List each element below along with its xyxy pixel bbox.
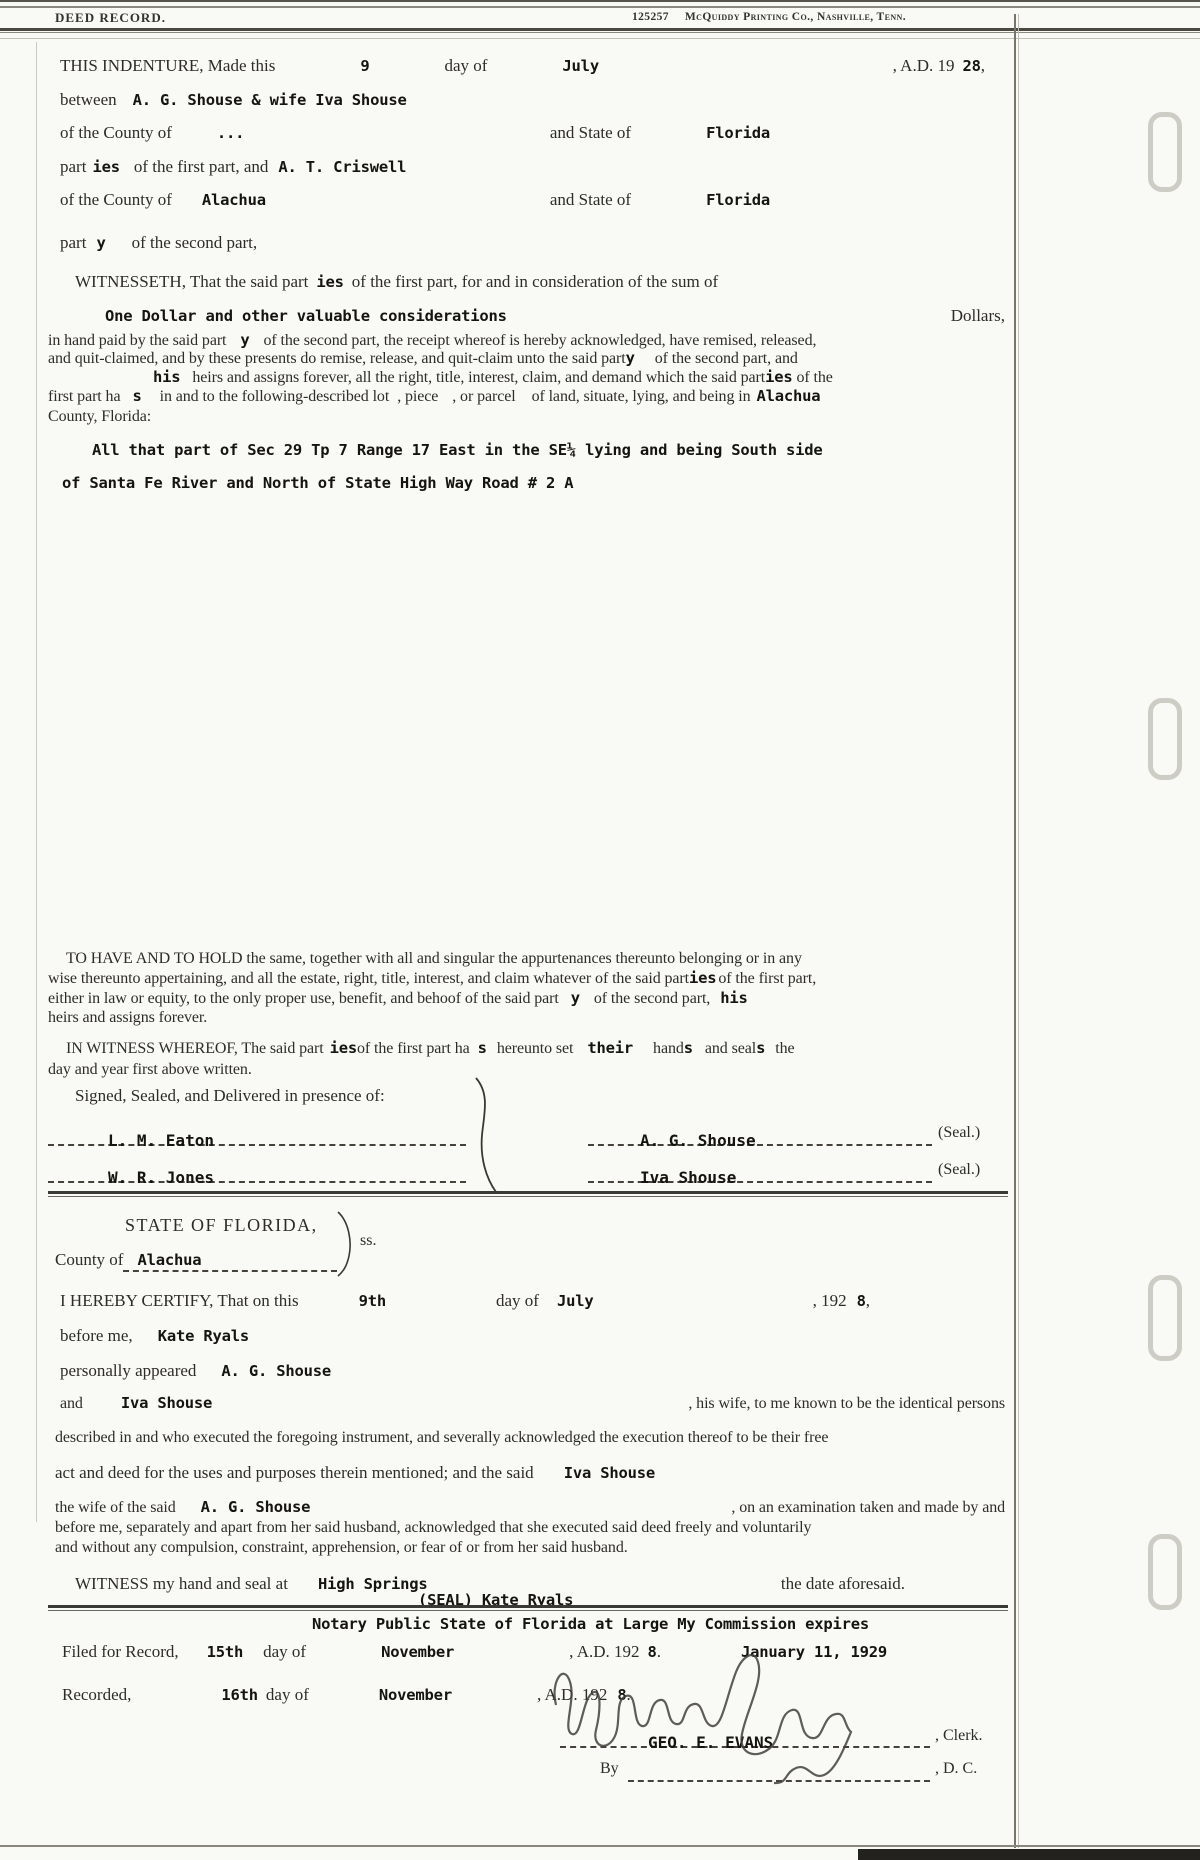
printed-text: either in law or equity, to the only proper use, benefit, and behoof of the said part — [48, 990, 559, 1007]
printed-text: part — [60, 157, 87, 176]
printed-text: . — [656, 1642, 661, 1661]
witnesseth-line — [75, 271, 718, 292]
printed-text: and — [60, 1395, 83, 1412]
clerk-name: GEO. E. EVANS — [648, 1733, 774, 1752]
acknowledged-line — [55, 1427, 828, 1448]
typed-entry: y — [240, 331, 250, 349]
printed-text: , his wife, to me known to be the identical persons — [688, 1395, 1005, 1412]
printed-text: , on an examination taken and made by and — [731, 1499, 1005, 1516]
printed-text: day of — [263, 1642, 307, 1661]
section-divider-rule — [48, 1605, 1008, 1612]
witness-signature-line — [48, 1116, 466, 1150]
typed-entry: November — [381, 1643, 455, 1661]
county-name-blank — [123, 1250, 337, 1272]
printed-text: , or parcel — [452, 388, 516, 405]
typed-entry: y — [96, 234, 106, 252]
printed-text: day and year first above written. — [48, 1061, 252, 1078]
printed-text: IN WITNESS WHEREOF, The said part — [66, 1040, 324, 1057]
typed-entry: 9 — [360, 57, 370, 75]
typed-entry: ies — [92, 158, 120, 176]
printed-text: part — [60, 233, 87, 252]
printed-text: and State of — [549, 123, 632, 142]
clerk-label: , Clerk. — [935, 1727, 983, 1744]
printer-number: 125257 — [632, 11, 669, 23]
printed-text: . — [626, 1685, 631, 1704]
printed-text: between — [60, 90, 117, 109]
typed-entry: s — [477, 1039, 487, 1057]
printed-text: and seal — [704, 1040, 757, 1057]
seal-label: (Seal.) — [938, 1161, 981, 1178]
by-label: By — [600, 1760, 619, 1777]
typed-entry: y — [625, 349, 635, 367]
printed-text: personally appeared — [60, 1361, 197, 1380]
typed-entry: ies — [316, 273, 344, 291]
granting-paragraph-line — [48, 386, 1005, 407]
typed-entry: his — [720, 989, 748, 1007]
typed-entry: Alachua — [201, 191, 266, 209]
printed-text: , — [980, 56, 985, 75]
bottom-rule — [0, 1845, 1200, 1847]
printed-text: of the County of — [60, 190, 172, 209]
printed-text: wise thereunto appertaining, and all the estate, right, title, interest, and claim whatever of the said part — [48, 970, 689, 987]
typed-entry: 28 — [962, 57, 981, 75]
indenture-date-line — [60, 55, 985, 76]
ss-label: ss. — [360, 1232, 377, 1249]
typed-entry: A. G. Shouse — [200, 1498, 311, 1516]
printed-text: County, Florida: — [48, 408, 152, 425]
printed-text: heirs and assigns forever, all the right, title, interest, claim, and demand which the said part — [192, 369, 766, 386]
typed-entry: 16th — [221, 1686, 258, 1704]
bottom-dark-band — [858, 1849, 1200, 1860]
typed-entry: November — [378, 1686, 452, 1704]
county-of-line — [55, 1249, 337, 1272]
printed-text: day of — [444, 56, 488, 75]
printed-text: of the first part, and — [133, 157, 269, 176]
typed-entry: July — [562, 57, 599, 75]
act-deed-line — [55, 1462, 655, 1483]
typed-entry: A. G. Shouse — [221, 1362, 332, 1380]
typed-entry: ies — [688, 969, 717, 987]
printed-text: before me, separately and apart from her said husband, acknowledged that she executed said deed freely and voluntarily — [55, 1519, 812, 1536]
margin-vertical-rule — [1014, 14, 1016, 1848]
witness-signature: L. M. Eaton — [108, 1131, 214, 1150]
page-title: DEED RECORD. — [55, 10, 166, 25]
witness-brace — [470, 1078, 498, 1192]
top-rule-5 — [0, 38, 1200, 39]
printed-text: the date aforesaid. — [780, 1574, 905, 1593]
printed-text: Dollars, — [950, 306, 1005, 325]
printed-text: day of — [495, 1291, 539, 1310]
compulsion-line — [55, 1537, 628, 1558]
typed-entry: ies — [765, 368, 793, 386]
printed-text: and quit-claimed, and by these presents do remise, release, and quit-claim unto the said part — [48, 350, 626, 367]
printed-text: the — [775, 1040, 795, 1057]
printed-text: in and to the following-described lot — [159, 388, 390, 405]
printed-text: first part ha — [48, 388, 121, 405]
top-rule-2 — [0, 6, 1200, 8]
binding-hole — [1148, 1275, 1182, 1361]
printed-text: , A.D. 192 — [569, 1642, 640, 1661]
printed-text: , A.D. 192 — [536, 1685, 608, 1704]
grantor-signature: A. G. Shouse — [640, 1131, 756, 1150]
binding-hole — [1148, 1534, 1182, 1610]
recorded-line — [62, 1684, 631, 1705]
grantor-signature-line — [588, 1116, 932, 1150]
printed-text: , piece — [397, 388, 439, 405]
typed-entry: y — [570, 989, 580, 1007]
printed-text: in hand paid by the said part — [48, 332, 227, 349]
printed-text: act and deed for the uses and purposes therein mentioned; and the said — [55, 1463, 534, 1482]
granting-paragraph-line — [48, 348, 1005, 369]
printed-text: of the County of — [60, 123, 172, 142]
typed-entry: Florida — [706, 124, 770, 142]
printed-text: Signed, Sealed, and Delivered in presence of: — [75, 1086, 385, 1105]
left-margin-rule — [36, 42, 37, 1522]
examination-line — [55, 1497, 1005, 1518]
printed-text: of the first part, — [718, 970, 817, 987]
printed-text: TO HAVE AND TO HOLD the same, together with all and singular the appurtenances thereunto belonging or in any — [66, 950, 802, 967]
typed-entry: A. G. Shouse & wife Iva Shouse — [132, 91, 407, 109]
appeared-line — [60, 1360, 331, 1381]
printed-text: the wife of the said — [55, 1499, 176, 1516]
binding-hole — [1148, 698, 1182, 780]
grantee-county-line — [60, 189, 985, 210]
wife-known-line — [60, 1393, 1005, 1414]
printed-text: described in and who executed the foregoing instrument, and severally acknowledged the execution thereof to be their free — [55, 1429, 829, 1446]
printed-text: WITNESS my hand and seal at — [75, 1574, 288, 1593]
habendum-line — [48, 948, 1005, 969]
printed-text: of land, situate, lying, and being in — [531, 388, 751, 405]
seal-label: (Seal.) — [938, 1124, 981, 1141]
printed-text: hereunto set — [496, 1040, 574, 1057]
typed-entry: 9th — [358, 1292, 386, 1310]
typed-entry: 8 — [856, 1292, 866, 1310]
granting-paragraph-line — [48, 367, 1005, 388]
printed-text: of the second part, and — [654, 350, 798, 367]
top-rule-1 — [0, 0, 1200, 2]
grantor-signature: Iva Shouse — [640, 1168, 737, 1187]
printed-text: of the first part ha — [357, 1040, 470, 1057]
in-witness-line — [48, 1038, 1005, 1059]
typed-entry: 8 — [617, 1686, 627, 1704]
printer-name: McQuiddy Printing Co., Nashville, Tenn. — [684, 11, 906, 23]
notary-commission-line — [312, 1614, 869, 1634]
property-description-line — [92, 440, 823, 460]
habendum-line — [48, 988, 1005, 1009]
typed-entry: Iva Shouse — [120, 1394, 213, 1412]
printer-imprint — [632, 11, 906, 23]
printed-text: of the first part, for and in consideration of the sum of — [351, 272, 719, 291]
printed-text: of the second part, the receipt whereof is hereby acknowledged, have remised, released, — [263, 332, 817, 349]
in-witness-line — [48, 1059, 252, 1080]
habendum-line — [48, 1007, 207, 1028]
habendum-line — [48, 968, 1005, 989]
grantor-line — [60, 89, 407, 110]
typed-entry: Kate Ryals — [157, 1327, 250, 1345]
grantor-signature-line — [588, 1153, 932, 1187]
first-part-grantee-line — [60, 156, 406, 177]
printed-text: Filed for Record, — [62, 1642, 179, 1661]
printed-text: Recorded, — [62, 1685, 132, 1704]
witness-signature: W. R. Jones — [108, 1168, 214, 1187]
typed-entry: ies — [329, 1039, 358, 1057]
top-rule-3 — [0, 28, 1200, 31]
printed-text: heirs and assigns forever. — [48, 1009, 208, 1026]
printed-text: , 192 — [812, 1291, 847, 1310]
printed-text: , — [865, 1291, 870, 1310]
county-of-label: County of — [55, 1250, 124, 1269]
printed-text: WITNESSETH, That the said part — [75, 272, 309, 291]
binding-hole — [1148, 112, 1182, 192]
printed-text: day of — [265, 1685, 309, 1704]
property-description-line — [62, 473, 573, 493]
printed-text: hand — [653, 1040, 684, 1057]
separately-line — [55, 1517, 811, 1538]
typed-entry: Alachua — [756, 387, 821, 405]
typed-entry: their — [587, 1039, 634, 1057]
signed-sealed-line — [75, 1085, 385, 1106]
ss-brace — [336, 1212, 354, 1276]
typed-entry: of Santa Fe River and North of State High Way Road # 2 A — [62, 474, 574, 492]
typed-entry: s — [756, 1039, 766, 1057]
typed-entry: 15th — [206, 1643, 244, 1661]
state-heading: STATE OF FLORIDA, — [125, 1215, 318, 1235]
printed-text: and State of — [549, 190, 632, 209]
typed-entry: ... — [216, 124, 245, 142]
typed-entry: All that part of Sec 29 Tp 7 Range 17 East in the SE¼ lying and being South side — [92, 441, 823, 459]
top-rule-4 — [0, 32, 1200, 33]
granting-paragraph-line — [48, 406, 151, 427]
printed-text: and without any compulsion, constraint, apprehension, or fear of or from her said husband. — [55, 1539, 628, 1556]
typed-entry: January 11, 1929 — [740, 1643, 888, 1661]
typed-entry: s — [132, 387, 142, 405]
consideration-line — [105, 305, 1005, 326]
grantor-county-line — [60, 122, 985, 143]
printed-text: before me, — [60, 1326, 133, 1345]
typed-entry: Iva Shouse — [563, 1464, 656, 1482]
printed-text: , A.D. 19 — [892, 56, 955, 75]
typed-entry: his — [153, 368, 181, 386]
typed-entry: July — [556, 1292, 594, 1310]
typed-entry: Florida — [706, 191, 770, 209]
printed-text: of the second part, — [131, 233, 258, 252]
printed-text: I HEREBY CERTIFY, That on this — [60, 1291, 299, 1310]
notary-name-line — [60, 1325, 249, 1346]
county-name: Alachua — [137, 1251, 202, 1269]
printed-text: THIS INDENTURE, Made this — [60, 56, 276, 75]
typed-entry: Notary Public State of Florida at Large My Commission expires — [312, 1615, 870, 1633]
margin-vertical-rule-light — [1018, 14, 1019, 1848]
typed-entry: 8 — [647, 1643, 657, 1661]
second-part-line — [60, 232, 257, 253]
clerk-signature-scrawl — [548, 1650, 860, 1792]
typed-entry: s — [683, 1039, 693, 1057]
certify-line — [60, 1290, 870, 1311]
typed-entry: High Springs — [317, 1575, 428, 1593]
typed-entry: (SEAL) Kate Ryals — [418, 1591, 574, 1609]
printed-text: of the second part, — [593, 990, 711, 1007]
section-divider-rule — [48, 1191, 1008, 1198]
printed-text: of the — [796, 369, 833, 386]
typed-entry: A. T. Criswell — [278, 158, 407, 176]
typed-entry: One Dollar and other valuable considerations — [105, 307, 507, 325]
witness-signature-line — [48, 1153, 466, 1187]
dc-label: , D. C. — [935, 1760, 978, 1777]
